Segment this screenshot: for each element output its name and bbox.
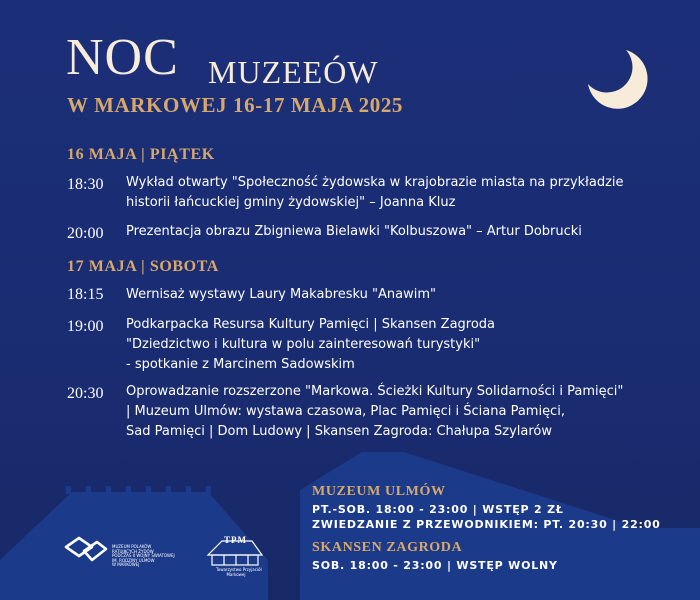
- event-description: [126, 382, 623, 442]
- title-noc: NOC: [66, 29, 179, 86]
- event-line: Podkarpacka Resursa Kultury Pamięci | Skansen Zagroda: [126, 317, 496, 332]
- muzeum-ulmow-heading: MUZEUM ULMÓW: [312, 484, 446, 499]
- title-muzeow: MUZEEÓW: [208, 54, 379, 90]
- event-line: - spotkanie z Marcinem Sadowskim: [126, 357, 355, 372]
- event-description: [126, 315, 495, 375]
- moon-icon: [588, 50, 648, 109]
- museum-logo-line: W MARKOWEJ: [112, 562, 140, 568]
- event-subtitle: W MARKOWEJ 16-17 MAJA 2025: [67, 93, 404, 117]
- tpm-logo-line: Markowej: [226, 571, 246, 577]
- event-line: Wernisaż wystawy Laury Makabresku "Anawim": [126, 287, 436, 302]
- skansen-heading: SKANSEN ZAGRODA: [312, 540, 463, 555]
- tpm-logo-line: Towarzystwo Przyjaciół: [216, 567, 262, 572]
- museum-logo-line: RATUJĄCYCH ŻYDÓW: [112, 548, 154, 554]
- event-line: | Muzeum Ulmów: wystawa czasowa, Plac Pamięci i Ściana Pamięci,: [126, 404, 565, 419]
- event-time: 20:30: [67, 385, 104, 402]
- skansen-hours: SOB. 18:00 - 23:00 | WSTĘP WOLNY: [312, 559, 558, 572]
- event-description: [126, 285, 436, 305]
- muzeum-guided-tours: ZWIEDZANIE Z PRZEWODNIKIEM: PT. 20:30 | 22:00: [312, 518, 661, 531]
- event-time: 19:00: [67, 318, 104, 335]
- tpm-logo-text: [216, 567, 262, 577]
- museum-logo-text: [112, 545, 175, 568]
- event-line: Wykład otwarty "Społeczność żydowska w krajobrazie miasta na przykładzie: [126, 175, 624, 190]
- muzeum-hours: PT.-SOB. 18:00 - 23:00 | WSTĘP 2 ZŁ: [312, 503, 564, 516]
- event-line: Prezentacja obrazu Zbigniewa Bielawki "Kolbuszowa" – Artur Dobrucki: [126, 224, 582, 239]
- event-line: historii łańcuckiej gminy żydowskiej" – Joanna Kluz: [126, 195, 456, 210]
- day2-heading: 17 MAJA | SOBOTA: [67, 258, 219, 275]
- event-time: 18:30: [67, 176, 104, 193]
- tpm-logo-letters: TPM: [224, 535, 247, 545]
- museum-logo-line: IM. RODZINY ULMÓW: [112, 557, 155, 563]
- event-time: 20:00: [67, 225, 104, 242]
- event-line: Oprowadzanie rozszerzone "Markowa. Ścieżki Kultury Solidarności i Pamięci": [126, 384, 624, 399]
- event-description: [126, 222, 582, 242]
- event-line: "Dziedzictwo i kultura w polu zainteresowań turystyki": [126, 337, 481, 352]
- event-line: Sad Pamięci | Dom Ludowy | Skansen Zagroda: Chałupa Szylarów: [126, 424, 553, 439]
- event-time: 18:15: [67, 286, 104, 303]
- museum-logo-line: MUZEUM POLAKÓW: [112, 544, 152, 549]
- museum-logo-line: PODCZAS II WOJNY ŚWIATOWEJ: [112, 553, 175, 559]
- event-description: [126, 173, 624, 213]
- day1-heading: 16 MAJA | PIĄTEK: [67, 146, 215, 163]
